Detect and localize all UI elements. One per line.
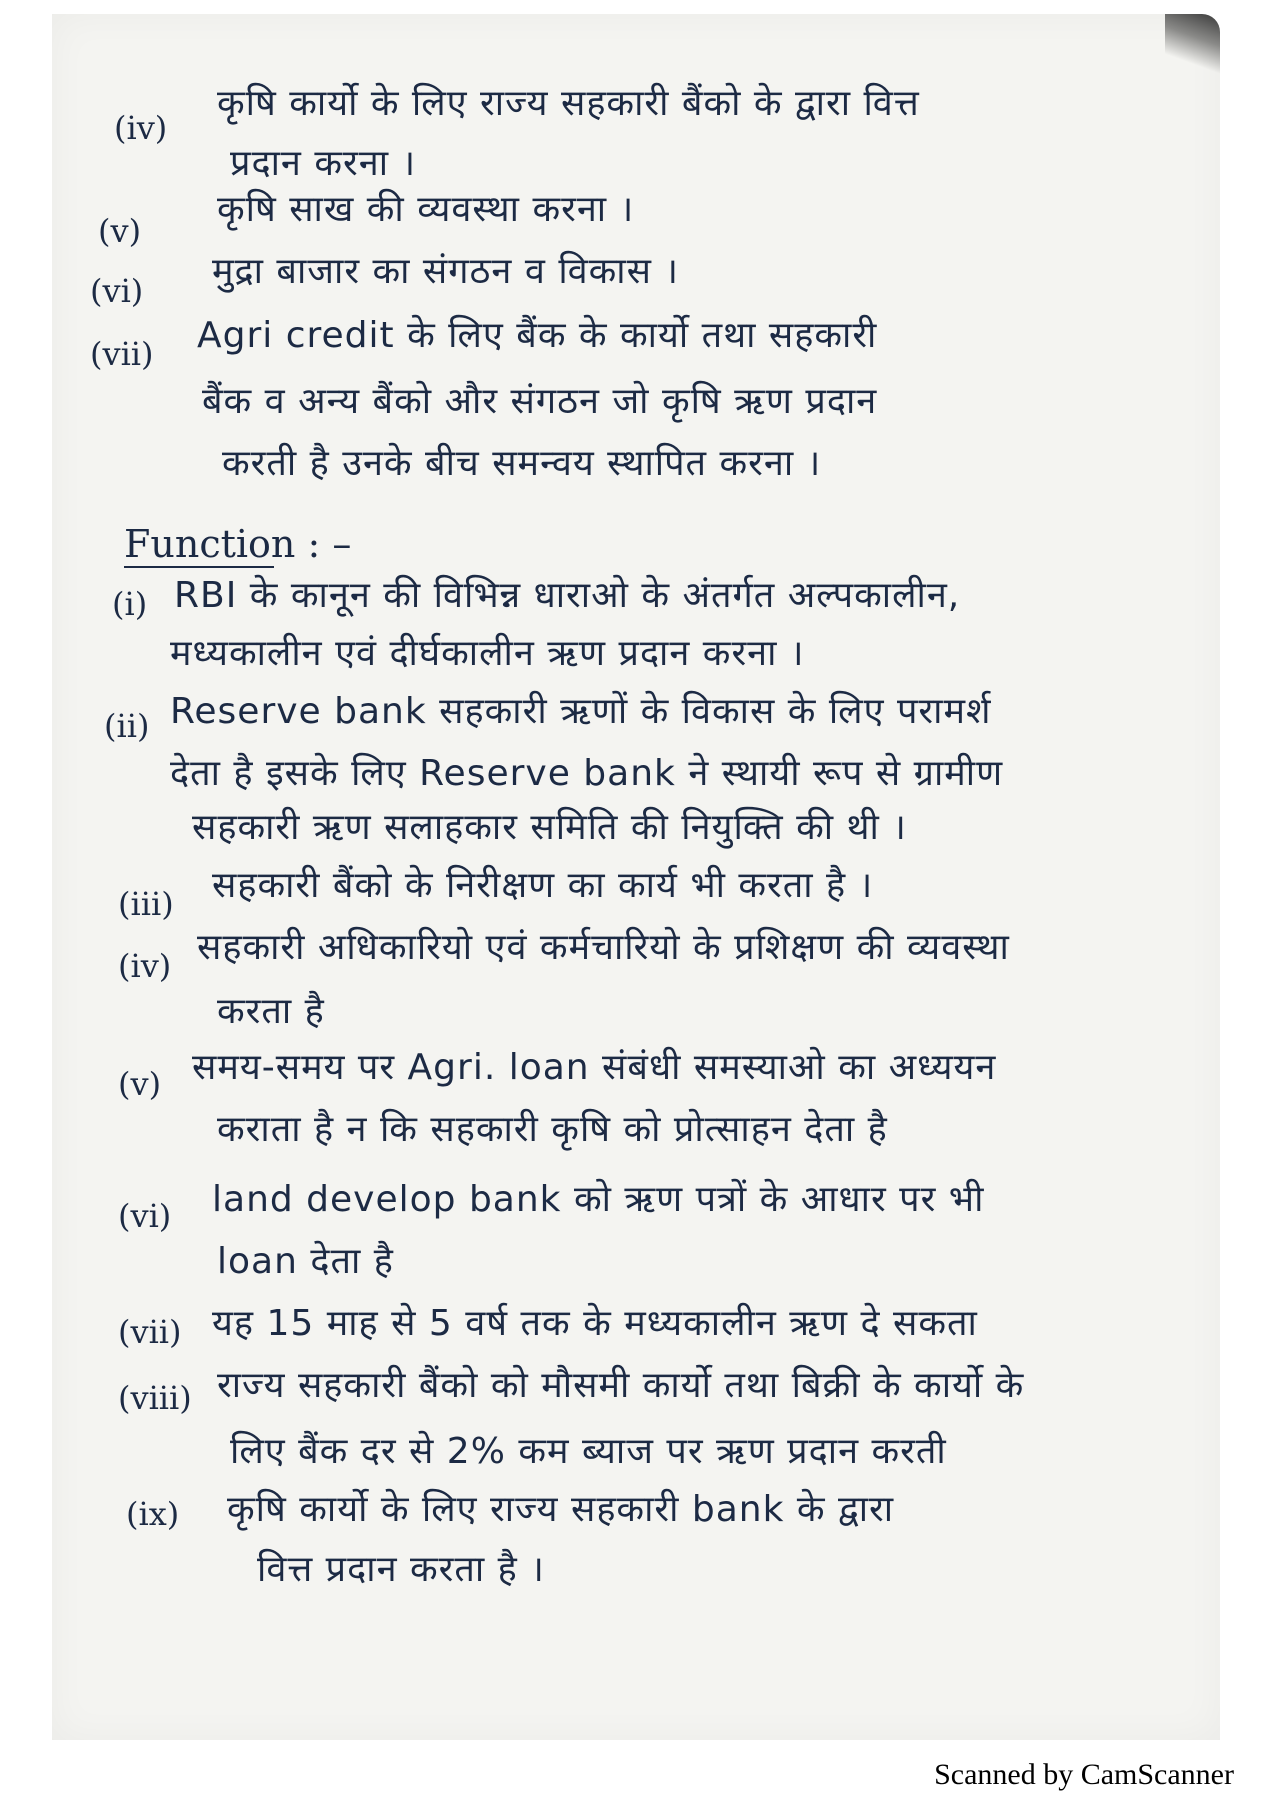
handwritten-line: बैंक व अन्य बैंको और संगठन जो कृषि ऋण प्रदान — [202, 381, 878, 422]
handwritten-line: कृषि कार्यो के लिए राज्य सहकारी बैंको के द्वारा वित्त — [217, 83, 920, 124]
handwritten-line: कृषि साख की व्यवस्था करना । — [217, 189, 635, 230]
item-marker: (vi) — [90, 272, 144, 310]
item-marker: (ix) — [126, 1495, 180, 1533]
item-marker: (iv) — [118, 947, 172, 985]
handwritten-line: मुद्रा बाजार का संगठन व विकास । — [212, 251, 680, 292]
item-marker: (v) — [98, 212, 142, 250]
item-marker: (i) — [112, 585, 148, 623]
handwritten-line: करती है उनके बीच समन्वय स्थापित करना । — [222, 443, 822, 484]
handwritten-line: कराता है न कि सहकारी कृषि को प्रोत्साहन देता है — [217, 1109, 888, 1150]
handwritten-line: Agri credit के लिए बैंक के कार्यो तथा सहकारी — [197, 315, 878, 356]
item-marker: (v) — [118, 1065, 162, 1103]
handwritten-line: सहकारी ऋण सलाहकार समिति की नियुक्ति की थी । — [192, 807, 907, 848]
handwritten-line: RBI के कानून की विभिन्न धाराओ के अंतर्गत अल्पकालीन, — [174, 575, 961, 616]
page-corner-shadow — [1165, 14, 1220, 74]
handwritten-line: land develop bank को ऋण पत्रों के आधार पर भी — [212, 1179, 985, 1220]
section-heading: Function : – — [124, 522, 352, 566]
handwritten-line: वित्त प्रदान करता है । — [257, 1549, 545, 1590]
handwritten-line: यह 15 माह से 5 वर्ष तक के मध्यकालीन ऋण दे सकता — [212, 1303, 978, 1344]
handwritten-line: सहकारी बैंको के निरीक्षण का कार्य भी करता है । — [212, 865, 874, 906]
handwritten-line: लिए बैंक दर से 2% कम ब्याज पर ऋण प्रदान करती — [230, 1431, 947, 1472]
item-marker: (viii) — [118, 1379, 192, 1417]
handwritten-line: देता है इसके लिए Reserve bank ने स्थायी रूप से ग्रामीण — [170, 753, 1004, 794]
item-marker: (vii) — [118, 1313, 182, 1351]
notebook-page — [52, 14, 1220, 1740]
handwritten-line: सहकारी अधिकारियो एवं कर्मचारियो के प्रशिक्षण की व्यवस्था — [197, 927, 1010, 968]
handwritten-line: कृषि कार्यो के लिए राज्य सहकारी bank के द्वारा — [227, 1489, 895, 1530]
item-marker: (iv) — [114, 109, 168, 147]
heading-underline — [124, 566, 274, 568]
handwritten-line: प्रदान करना । — [230, 143, 417, 184]
scanner-watermark: Scanned by CamScanner — [934, 1758, 1234, 1791]
scan-margin — [0, 0, 52, 1797]
item-marker: (vi) — [118, 1197, 172, 1235]
handwritten-line: मध्यकालीन एवं दीर्घकालीन ऋण प्रदान करना । — [170, 633, 805, 674]
handwritten-line: समय-समय पर Agri. loan संबंधी समस्याओ का अध्ययन — [192, 1047, 997, 1088]
handwritten-line: Reserve bank सहकारी ऋणों के विकास के लिए परामर्श — [170, 691, 992, 732]
item-marker: (ii) — [104, 707, 150, 745]
handwritten-line: राज्य सहकारी बैंको को मौसमी कार्यो तथा बिक्री के कार्यो के — [217, 1365, 1025, 1406]
handwritten-line: loan देता है — [217, 1241, 394, 1282]
handwritten-line: करता है — [217, 991, 325, 1032]
item-marker: (vii) — [90, 335, 154, 373]
item-marker: (iii) — [118, 885, 174, 923]
